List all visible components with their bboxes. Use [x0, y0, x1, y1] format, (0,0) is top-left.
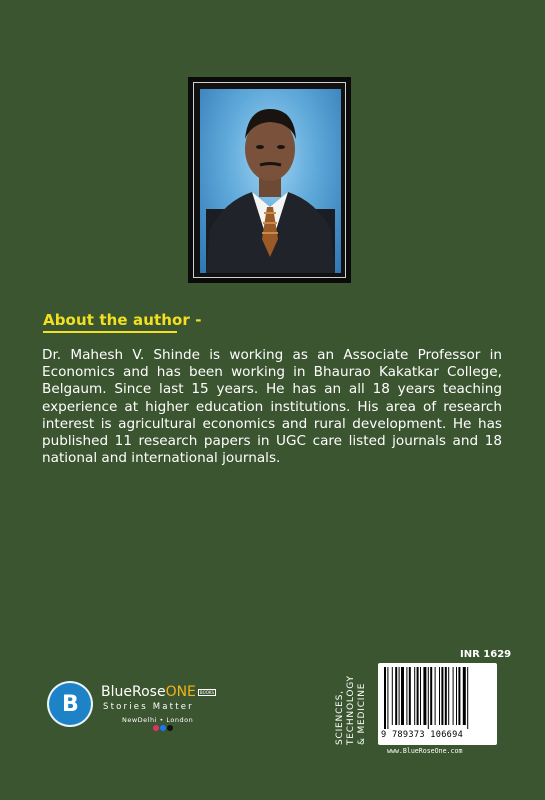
website-url: www.BlueRoseOne.com: [387, 747, 463, 755]
author-bio: Dr. Mahesh V. Shinde is working as an Associate Professor in Economics and has been working in Bhaurao Kakatkar College, Belgaum. Since last 15 years. He has an all 18 years teaching experience at higher education institutions. His area of research interest is agricultural economics and rural development. He has published 11 research papers in UGC care listed journals and 18 national and international journals.: [42, 347, 502, 467]
barcode-bar: [420, 667, 421, 725]
publisher-name: BlueRoseONE BOOKS: [101, 684, 215, 700]
barcode-bar: [458, 667, 460, 725]
publisher-tagline: Stories Matter: [103, 702, 194, 712]
barcode-bar: [401, 667, 404, 725]
instagram-icon: [153, 725, 159, 731]
barcode-bar: [409, 667, 411, 725]
books-badge: BOOKS: [199, 689, 215, 695]
heading-underline: [43, 331, 177, 333]
author-photo: [200, 89, 341, 273]
facebook-icon: [160, 725, 166, 731]
about-author-heading: About the author -: [43, 311, 202, 329]
barcode-bar: [441, 667, 443, 725]
x-icon: [167, 725, 173, 731]
barcode-bar: [445, 667, 447, 725]
barcode-bar: [392, 667, 393, 725]
subject-category: SCIENCES, TECHNOLOGY & MEDICINE: [335, 675, 367, 745]
barcode-bar: [384, 667, 386, 729]
social-icons: [153, 725, 173, 731]
barcode-bar: [387, 667, 388, 729]
barcode-bar: [428, 667, 429, 729]
publisher-locations: NewDelhi • London: [122, 716, 194, 724]
barcode-bar: [448, 667, 449, 725]
barcode-bar: [399, 667, 400, 725]
isbn-number: 9 789373 106694: [381, 730, 464, 740]
barcode-bar: [423, 667, 426, 725]
barcode-bar: [463, 667, 466, 725]
barcode-bar: [435, 667, 436, 725]
barcode-bar: [430, 667, 432, 725]
barcode-bar: [395, 667, 397, 725]
barcode-bar: [456, 667, 457, 725]
barcode-bar: [414, 667, 415, 725]
barcode-bar: [439, 667, 440, 725]
barcode-bar: [406, 667, 407, 725]
isbn-barcode: [378, 663, 497, 745]
barcode-bar: [453, 667, 454, 725]
price-label: INR 1629: [460, 649, 512, 660]
barcode-bar: [467, 667, 468, 729]
bluerose-logo-icon: B: [49, 683, 91, 725]
author-photo-frame: [188, 77, 351, 283]
barcode-bars: [384, 667, 491, 729]
barcode-bar: [417, 667, 419, 725]
